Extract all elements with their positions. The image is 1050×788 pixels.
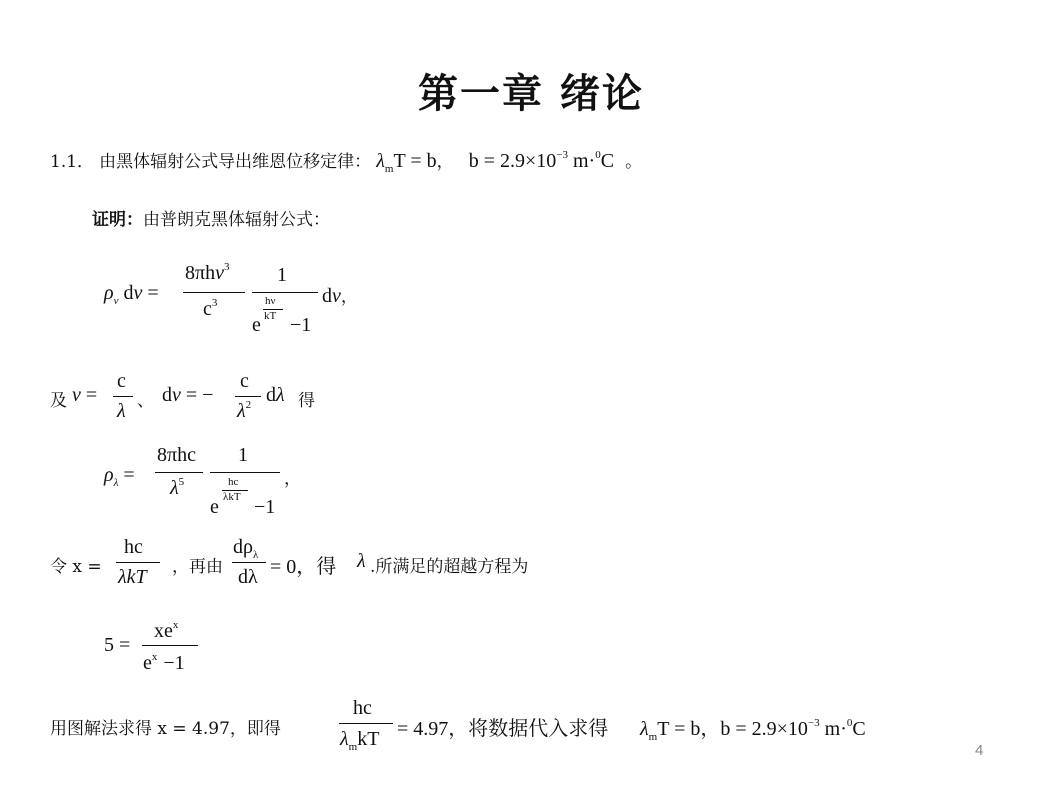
line3-dden: dλ bbox=[238, 566, 258, 588]
line3-num: hc bbox=[124, 536, 143, 558]
page-number: 4 bbox=[975, 742, 984, 759]
line2-lambda: λ bbox=[117, 400, 126, 422]
line4-result: $\lambda_mT = b$，$b = 2.9\times 10^{-3}$ m·$^0$C bbox=[640, 717, 866, 743]
eq2-fraction-bar-2 bbox=[210, 472, 280, 473]
line3-lambda: λ bbox=[357, 550, 366, 572]
eq2-e: e bbox=[210, 496, 219, 518]
line2-bar1 bbox=[113, 396, 133, 397]
eq1-numerator: 8πhν$^3$ bbox=[185, 261, 230, 284]
line3-bar bbox=[116, 562, 160, 563]
eq3-lhs: 5 = bbox=[104, 634, 131, 656]
line3-eq0: = 0，得 bbox=[270, 556, 337, 578]
eq1-fraction-bar-2 bbox=[252, 292, 318, 293]
line2-suffix: 得 bbox=[298, 391, 315, 411]
eq1-numerator-1: 1 bbox=[277, 264, 287, 286]
lambda-symbol: λ bbox=[376, 150, 385, 172]
page-title: 第一章 绪论 bbox=[418, 71, 644, 117]
line3-mid: ，再由 bbox=[172, 557, 223, 577]
line4-eq: = 4.97，将数据代入求得 bbox=[397, 718, 609, 740]
eq1-exp-num: hν bbox=[265, 295, 276, 307]
eq2-numerator: 8πhc bbox=[157, 444, 196, 466]
line4-num: hc bbox=[353, 697, 372, 719]
line2-lambda2: $\lambda^2$ bbox=[237, 399, 252, 422]
eq2-exp-num: hc bbox=[228, 476, 239, 488]
eq2-denominator: $\lambda^5$ bbox=[170, 476, 185, 499]
eq1-e: e bbox=[252, 314, 261, 336]
unit-degree: 0 bbox=[595, 149, 601, 161]
eq3-numerator: $xe^x$ bbox=[154, 619, 179, 642]
proof-text: 由普朗克黑体辐射公式： bbox=[143, 210, 330, 230]
eq1-dnu: dν， bbox=[322, 285, 358, 307]
rho-nu: $\rho_\nu$ dν = bbox=[104, 282, 159, 307]
line2-dnu: dν = − bbox=[162, 384, 214, 406]
line2-c: c bbox=[117, 370, 126, 392]
problem-text: 由黑体辐射公式导出维恩位移定律： bbox=[99, 152, 372, 172]
line3-prefix: 令 x = bbox=[50, 557, 102, 577]
unit-c: C bbox=[600, 150, 615, 172]
b-exponent: −3 bbox=[556, 149, 568, 161]
eq1-denominator: $c^3$ bbox=[203, 297, 218, 320]
eq2-exp-den: λkT bbox=[223, 491, 241, 503]
eq2-fraction-bar bbox=[155, 472, 203, 473]
comma: ， bbox=[436, 152, 454, 172]
b-value: b = 2.9×10 bbox=[468, 150, 557, 172]
line2-bar2 bbox=[235, 396, 261, 397]
problem-number: 1.1． bbox=[50, 152, 95, 172]
line2-dlambda: dλ bbox=[266, 384, 285, 406]
line3-dbar bbox=[232, 562, 266, 563]
eq2-minus1: −1 bbox=[254, 496, 276, 518]
eq1-minus1: −1 bbox=[290, 314, 312, 336]
t-eq-b: T = b bbox=[393, 150, 437, 172]
eq1-fraction-bar bbox=[183, 292, 245, 293]
eq2-numerator-1: 1 bbox=[238, 444, 248, 466]
line3-suffix: .所满足的超越方程为 bbox=[370, 557, 529, 577]
line2-prefix: 及 bbox=[50, 391, 67, 411]
line2-sep: 、 bbox=[137, 391, 154, 411]
line4-prefix: 用图解法求得 x = 4.97，即得 bbox=[50, 719, 281, 739]
proof-line bbox=[92, 205, 330, 230]
eq2-trail: ， bbox=[284, 469, 301, 489]
unit-m: m· bbox=[567, 150, 596, 172]
period: 。 bbox=[625, 152, 643, 172]
eq3-denominator: $e^x -1$ bbox=[143, 651, 185, 674]
line4-bar bbox=[339, 723, 393, 724]
line2-nu: ν = bbox=[72, 384, 98, 406]
line4-den: $\lambda_mkT$ bbox=[340, 728, 380, 753]
line3-dnum: $d\rho_\lambda$ bbox=[233, 536, 259, 561]
subscript-m: m bbox=[384, 163, 394, 175]
proof-label: 证明： bbox=[92, 210, 143, 230]
rho-lambda: $\rho_\lambda$ = bbox=[104, 464, 135, 489]
line3-den: λkT bbox=[118, 566, 147, 588]
eq1-exp-den: kT bbox=[264, 310, 277, 322]
line2-c2: c bbox=[240, 370, 249, 392]
problem-statement bbox=[50, 147, 642, 173]
eq3-fraction-bar bbox=[142, 645, 198, 646]
